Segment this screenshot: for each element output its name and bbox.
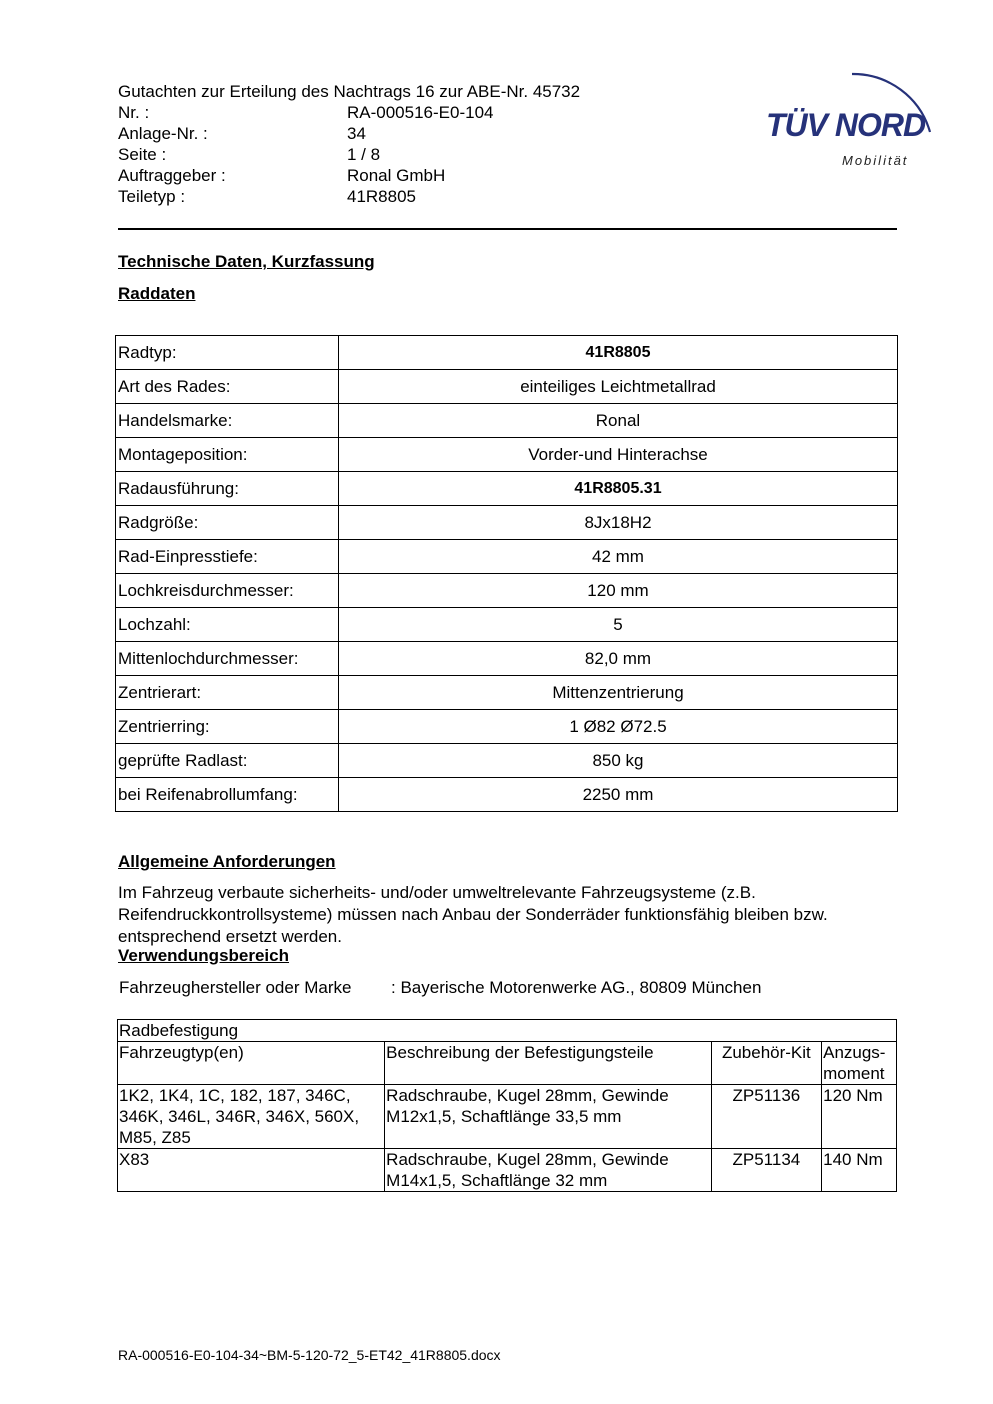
row-label: Art des Rades: — [116, 370, 339, 404]
table-row — [116, 540, 898, 574]
row-label: geprüfte Radlast: — [116, 744, 339, 778]
kit-cell: ZP51136 — [711, 1085, 821, 1149]
row-value: 82,0 mm — [339, 642, 898, 676]
table-row — [116, 472, 898, 506]
table-row — [116, 778, 898, 812]
column-header: Beschreibung der Befestigungsteile — [385, 1042, 711, 1085]
table-header-row — [118, 1042, 897, 1085]
meta-value: RA-000516-E0-104 — [347, 103, 494, 122]
description-cell: Radschraube, Kugel 28mm, Gewinde M12x1,5, Schaftlänge 33,5 mm — [385, 1085, 711, 1149]
row-value: 42 mm — [339, 540, 898, 574]
logo-brand-text: TÜV NORD — [766, 107, 926, 143]
table-title-row — [118, 1020, 897, 1042]
heading-allgemein: Allgemeine Anforderungen — [118, 852, 336, 871]
wheel-data-table — [115, 335, 898, 812]
column-header: Anzugs- moment — [822, 1042, 897, 1085]
row-value: Mittenzentrierung — [339, 676, 898, 710]
vehicle-maker-line — [119, 977, 761, 999]
table-title: Radbefestigung — [118, 1020, 897, 1042]
tuev-nord-logo — [760, 58, 940, 173]
meta-row-teiletyp — [118, 186, 493, 207]
row-label: Rad-Einpresstiefe: — [116, 540, 339, 574]
row-label: Zentrierart: — [116, 676, 339, 710]
meta-value: Ronal GmbH — [347, 166, 446, 185]
heading-tech: Technische Daten, Kurzfassung — [118, 252, 375, 271]
table-row — [116, 710, 898, 744]
table-row — [116, 608, 898, 642]
row-value: Ronal — [339, 404, 898, 438]
table-row — [118, 1085, 897, 1149]
row-label: Zentrierring: — [116, 710, 339, 744]
meta-key: Seite : — [118, 145, 167, 164]
column-header: Fahrzeugtyp(en) — [118, 1042, 385, 1085]
table-row — [116, 404, 898, 438]
meta-value: 41R8805 — [347, 187, 417, 206]
vehicle-types-cell: 1K2, 1K4, 1C, 182, 187, 346C, 346K, 346L, 346R, 346X, 560X, M85, Z85 — [118, 1085, 385, 1149]
table-row — [116, 676, 898, 710]
row-value: 41R8805 — [339, 336, 898, 370]
table-row — [116, 370, 898, 404]
meta-row-auftraggeber — [118, 165, 493, 186]
maker-label: Fahrzeughersteller oder Marke — [119, 978, 352, 997]
row-value: 850 kg — [339, 744, 898, 778]
meta-row-anlage — [118, 123, 493, 144]
column-header: Zubehör-Kit — [711, 1042, 821, 1085]
row-value: Vorder-und Hinterachse — [339, 438, 898, 472]
meta-value: 1 / 8 — [347, 145, 381, 164]
row-label: bei Reifenabrollumfang: — [116, 778, 339, 812]
meta-key: Auftraggeber : — [118, 166, 226, 185]
meta-row-seite — [118, 144, 493, 165]
table-row — [116, 336, 898, 370]
meta-value: 34 — [347, 124, 366, 143]
meta-key: Nr. : — [118, 103, 150, 122]
requirements-paragraph: Im Fahrzeug verbaute sicherheits- und/oder umweltrelevante Fahrzeugsysteme (z.B. Reifendruckkontrollsysteme) müssen nach Anbau der Sonderräder funktionsfähig bleiben bzw. entsprechend ersetzt werden. — [118, 883, 828, 946]
table-row — [116, 574, 898, 608]
heading-raddaten: Raddaten — [118, 284, 196, 303]
table-row — [116, 642, 898, 676]
meta-key: Anlage-Nr. : — [118, 124, 208, 143]
heading-verwendung: Verwendungsbereich — [118, 946, 289, 965]
row-label: Handelsmarke: — [116, 404, 339, 438]
row-label: Lochkreisdurchmesser: — [116, 574, 339, 608]
logo-arc-icon — [760, 58, 940, 173]
row-value: 2250 mm — [339, 778, 898, 812]
meta-key: Teiletyp : — [118, 187, 186, 206]
row-label: Mittenlochdurchmesser: — [116, 642, 339, 676]
row-value: 41R8805.31 — [339, 472, 898, 506]
header-meta — [118, 102, 493, 207]
logo-sub-text: Mobilität — [842, 153, 909, 168]
torque-cell: 120 Nm — [822, 1085, 897, 1149]
header-divider — [118, 228, 897, 230]
meta-row-nr — [118, 102, 493, 123]
table-row — [118, 1149, 897, 1192]
fastening-table — [117, 1019, 897, 1192]
torque-cell: 140 Nm — [822, 1149, 897, 1192]
row-label: Radgröße: — [116, 506, 339, 540]
table-row — [116, 506, 898, 540]
row-value: 8Jx18H2 — [339, 506, 898, 540]
row-value: 120 mm — [339, 574, 898, 608]
vehicle-types-cell: X83 — [118, 1149, 385, 1192]
table-row — [116, 744, 898, 778]
row-label: Montageposition: — [116, 438, 339, 472]
row-label: Radausführung: — [116, 472, 339, 506]
row-value: 5 — [339, 608, 898, 642]
row-value: 1 Ø82 Ø72.5 — [339, 710, 898, 744]
row-label: Radtyp: — [116, 336, 339, 370]
description-cell: Radschraube, Kugel 28mm, Gewinde M14x1,5, Schaftlänge 32 mm — [385, 1149, 711, 1192]
table-row — [116, 438, 898, 472]
footer-filename: RA-000516-E0-104-34~BM-5-120-72_5-ET42_41R8805.docx — [118, 1347, 501, 1363]
kit-cell: ZP51134 — [711, 1149, 821, 1192]
document-title: Gutachten zur Erteilung des Nachtrags 16 zur ABE-Nr. 45732 — [118, 82, 581, 101]
row-label: Lochzahl: — [116, 608, 339, 642]
maker-value: : Bayerische Motorenwerke AG., 80809 München — [391, 978, 762, 997]
row-value: einteiliges Leichtmetallrad — [339, 370, 898, 404]
